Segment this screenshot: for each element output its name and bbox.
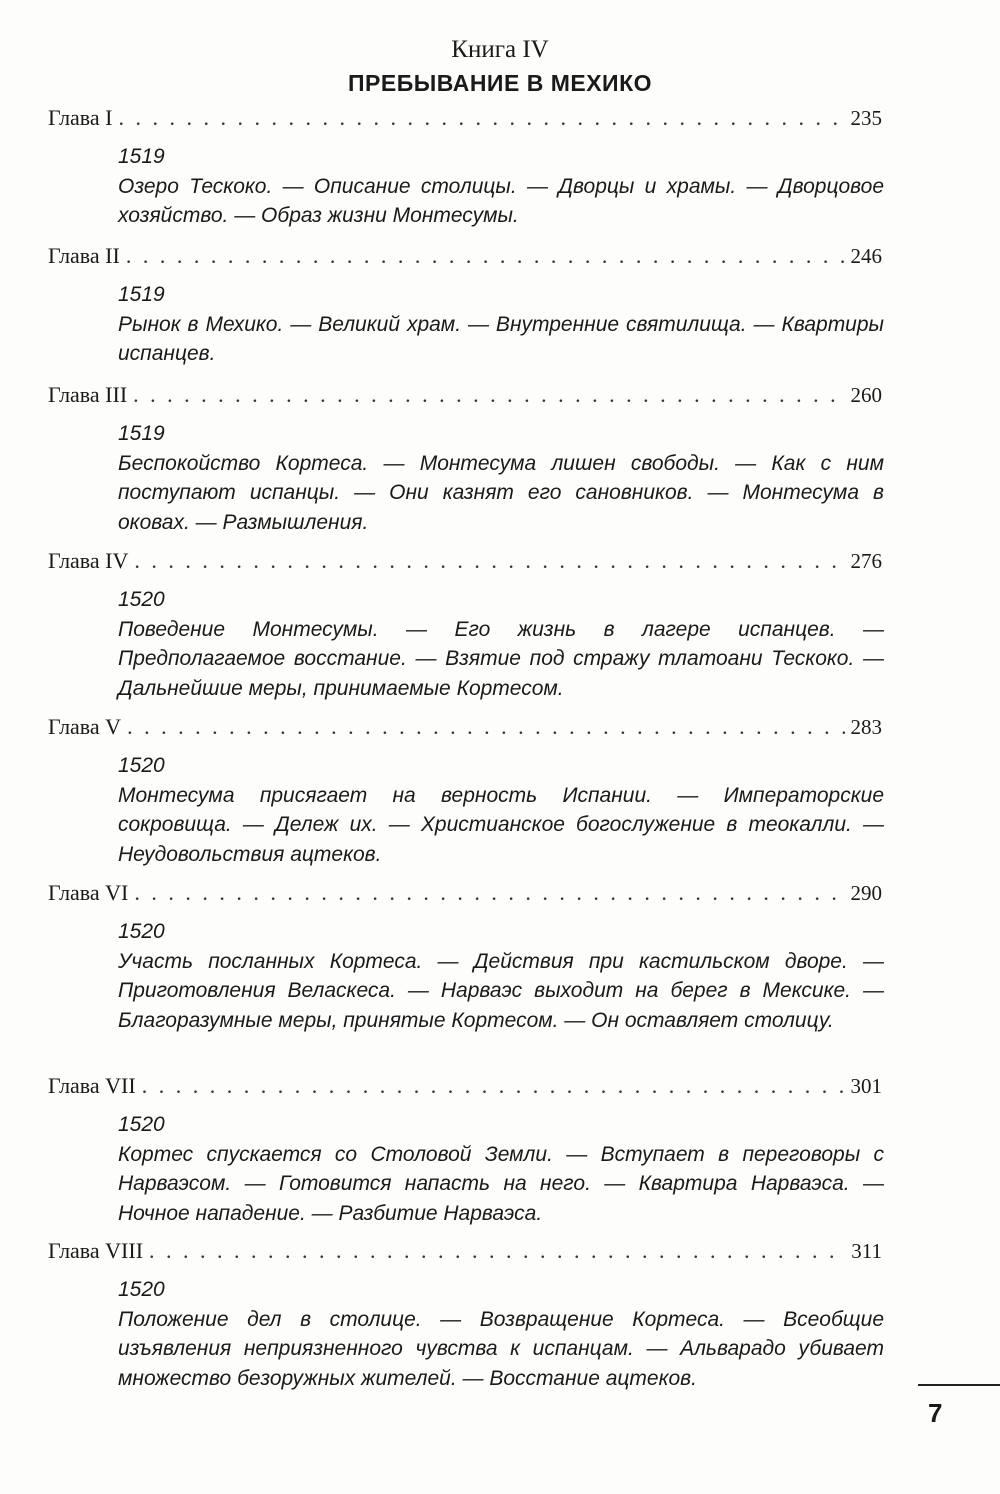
chapter-name: Глава VIII [48,1238,144,1263]
toc-entry-chapter-6 [48,879,882,1035]
chapter-name: Глава VI [48,880,129,905]
chapter-summary: Монтесума присягает на верность Испании. — Императорские сокровища. — Дележ их. — Христианское богослужение в теокалли. — Неудовольствия ацтеков. [118,783,884,866]
chapter-year: 1519 [118,422,165,445]
chapter-page-number: 311 [851,1239,882,1263]
chapter-year: 1519 [118,283,165,306]
toc-entry-chapter-8 [48,1237,882,1393]
chapter-year: 1520 [118,1113,165,1136]
chapter-year: 1520 [118,588,165,611]
chapter-name: Глава II [48,243,120,268]
dot-leader [134,879,844,907]
chapter-page-number: 246 [850,244,882,268]
toc-entry-chapter-5 [48,713,882,869]
chapter-name: Глава I [48,105,113,130]
toc-entry-chapter-4 [48,547,882,703]
chapter-page-number: 276 [850,549,882,573]
chapter-year: 1519 [118,145,165,168]
toc-entry-chapter-7 [48,1072,882,1228]
chapter-name: Глава IV [48,548,129,573]
footer-rule [918,1384,1000,1386]
toc-entry-chapter-3 [48,381,882,537]
chapter-page-number: 283 [850,715,882,739]
dot-leader [134,547,844,575]
chapter-page-number: 290 [850,881,882,905]
dot-leader [142,1072,845,1100]
chapter-summary: Положение дел в столице. — Возвращение Кортеса. — Всеобщие изъявления неприязненного чувства к испанцам. — Альварадо убивает множество безоружных жителей. — Восстание ацтеков. [118,1307,884,1390]
dot-leader [127,713,844,741]
chapter-page-number: 260 [850,383,882,407]
chapter-name: Глава III [48,382,128,407]
chapter-year: 1520 [118,754,165,777]
chapter-name: Глава VII [48,1073,136,1098]
book-title: ПРЕБЫВАНИЕ В МЕХИКО [347,70,652,96]
toc-entry-chapter-2 [48,242,882,369]
chapter-summary: Кортес спускается со Столовой Земли. — Вступает в переговоры с Нарваэсом. — Готовится напасть на него. — Квартира Нарваэса. — Ночное нападение. — Разбитие Нарваэса. [118,1142,884,1225]
chapter-summary: Поведение Монтесумы. — Его жизнь в лагере испанцев. — Предполагаемое восстание. — Взятие под стражу тлатоани Тескоко. — Дальнейшие меры, принимаемые Кортесом. [118,617,884,700]
chapter-year: 1520 [118,1278,165,1301]
chapter-summary: Участь посланных Кортеса. — Действия при кастильском дворе. — Приготовления Веласкеса. — Нарваэс выходит на берег в Мексике. — Благоразумные меры, принятые Кортесом. — Он оставляет столицу. [118,949,884,1032]
chapter-summary: Озеро Тескоко. — Описание столицы. — Дворцы и храмы. — Дворцовое хозяйство. — Образ жизни Монтесумы. [118,174,884,227]
book-label: Книга IV [451,36,549,63]
chapter-summary: Беспокойство Кортеса. — Монтесума лишен свободы. — Как с ним поступают испанцы. — Они казнят его сановников. — Монтесума в оковах. — Размышления. [118,451,884,534]
chapter-summary: Рынок в Мехико. — Великий храм. — Внутренние святилища. — Квартиры испанцев. [118,312,884,365]
chapter-page-number: 301 [850,1074,882,1098]
dot-leader [126,242,845,270]
dot-leader [149,1237,845,1265]
toc-entry-chapter-1 [48,104,882,231]
dot-leader [133,381,844,409]
chapter-name: Глава V [48,714,122,739]
chapter-year: 1520 [118,920,165,943]
page-number: 7 [928,1398,943,1428]
dot-leader [119,104,845,132]
chapter-page-number: 235 [850,106,882,130]
